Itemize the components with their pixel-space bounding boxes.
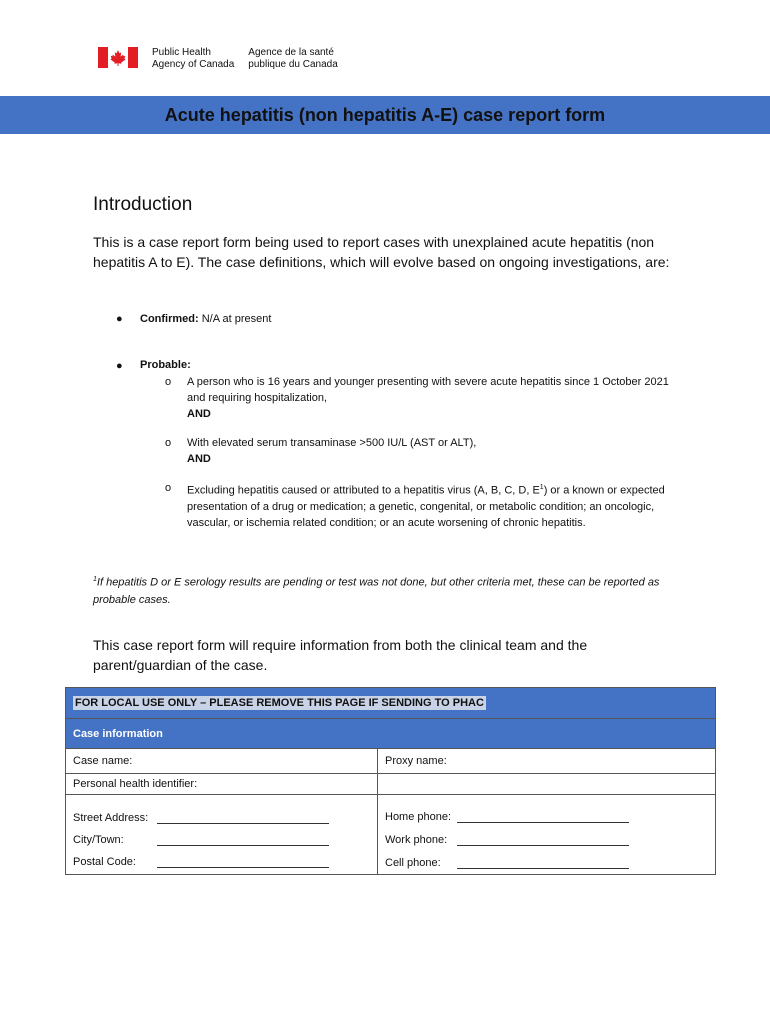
canada-flag-icon xyxy=(98,47,138,68)
work-phone-input-line[interactable] xyxy=(457,835,629,846)
case-name-field[interactable]: Case name: xyxy=(66,749,378,774)
agency-fr-line1: Agence de la santé xyxy=(248,47,334,58)
title-banner xyxy=(0,96,770,134)
probable-criterion-1 xyxy=(187,374,687,422)
criterion-3-text-end: ) or a known or expected presentation of a drug or medication; a genetic, congenital, or metabolic condition; an oncologic, vascular, or ischemia related condition; or an acute worsening of chronic hepatitis. xyxy=(187,484,665,529)
and-connector: AND xyxy=(187,453,211,465)
city-input-line[interactable] xyxy=(157,835,329,846)
phone-cell xyxy=(378,795,716,875)
agency-logo xyxy=(98,47,338,71)
proxy-name-field[interactable]: Proxy name: xyxy=(378,749,716,774)
city-field[interactable] xyxy=(73,824,370,846)
probable-label: Probable: xyxy=(140,359,191,371)
closing-paragraph: This case report form will require information from both the clinical team and the parent/guardian of the case. xyxy=(93,637,588,673)
local-use-cell xyxy=(66,688,716,719)
phi-row xyxy=(66,774,716,795)
confirmed-label: Confirmed: xyxy=(140,313,199,325)
footnote-text: If hepatitis D or E serology results are pending or test was not done, but other criteria met, these can be reported as probable cases. xyxy=(93,576,660,606)
confirmed-value: N/A at present xyxy=(201,313,272,325)
address-cell xyxy=(66,795,378,875)
work-phone-label: Work phone: xyxy=(385,834,448,846)
footnote-marker: 1 xyxy=(93,576,97,583)
form-title: Acute hepatitis (non hepatitis A-E) case report form xyxy=(164,104,606,125)
cell-phone-input-line[interactable] xyxy=(457,858,629,869)
footnote-ref: 1 xyxy=(539,484,544,491)
local-use-row xyxy=(66,688,716,719)
agency-en-line1: Public Health xyxy=(152,47,211,58)
footnote xyxy=(93,571,693,609)
address-row xyxy=(66,795,716,875)
probable-definition xyxy=(140,359,191,371)
postal-code-field[interactable] xyxy=(73,846,370,868)
agency-fr-line2: publique du Canada xyxy=(248,59,338,70)
city-label: City/Town: xyxy=(73,833,124,846)
phi-field[interactable]: Personal health identifier: xyxy=(66,774,378,795)
home-phone-input-line[interactable] xyxy=(457,812,629,823)
street-label: Street Address: xyxy=(73,811,149,824)
home-phone-label: Home phone: xyxy=(385,811,452,823)
case-info-header-row xyxy=(66,719,716,749)
home-phone-field[interactable] xyxy=(385,800,708,823)
introduction-heading: Introduction xyxy=(93,194,193,215)
agency-name-fr xyxy=(248,47,338,71)
introduction-paragraph: This is a case report form being used to report cases with unexplained acute hepatitis (non hepatitis A to E). The case definitions, which will evolve based on ongoing investigations, are: xyxy=(93,234,670,270)
probable-criterion-2 xyxy=(187,435,687,467)
bullet-icon: ● xyxy=(116,313,123,325)
criterion-3-text-start: Excluding hepatitis caused or attributed to a hepatitis virus (A, B, C, D, E xyxy=(187,484,540,497)
circle-bullet-icon: o xyxy=(165,482,172,494)
cell-phone-field[interactable] xyxy=(385,846,708,869)
postal-label: Postal Code: xyxy=(73,855,136,868)
street-address-field[interactable] xyxy=(73,802,370,824)
phi-empty-cell xyxy=(378,774,716,795)
criterion-2-text: With elevated serum transaminase >500 IU/L (AST or ALT), xyxy=(187,437,477,449)
names-row xyxy=(66,749,716,774)
probable-criterion-3 xyxy=(187,480,687,531)
confirmed-definition xyxy=(140,313,271,325)
and-connector: AND xyxy=(187,408,211,420)
bullet-icon: ● xyxy=(116,360,123,372)
local-use-notice: FOR LOCAL USE ONLY – PLEASE REMOVE THIS PAGE IF SENDING TO PHAC xyxy=(75,697,484,709)
work-phone-field[interactable] xyxy=(385,823,708,846)
agency-en-line2: Agency of Canada xyxy=(152,59,235,70)
case-information-table xyxy=(65,687,716,875)
street-input-line[interactable] xyxy=(157,813,329,824)
agency-name-en xyxy=(152,47,234,71)
circle-bullet-icon: o xyxy=(165,437,172,449)
cell-phone-label: Cell phone: xyxy=(385,857,441,869)
postal-input-line[interactable] xyxy=(157,857,329,868)
criterion-1-text: A person who is 16 years and younger presenting with severe acute hepatitis since 1 October 2021 and requiring hospitalization, xyxy=(187,376,669,404)
circle-bullet-icon: o xyxy=(165,376,172,388)
case-info-title: Case information xyxy=(66,719,716,749)
